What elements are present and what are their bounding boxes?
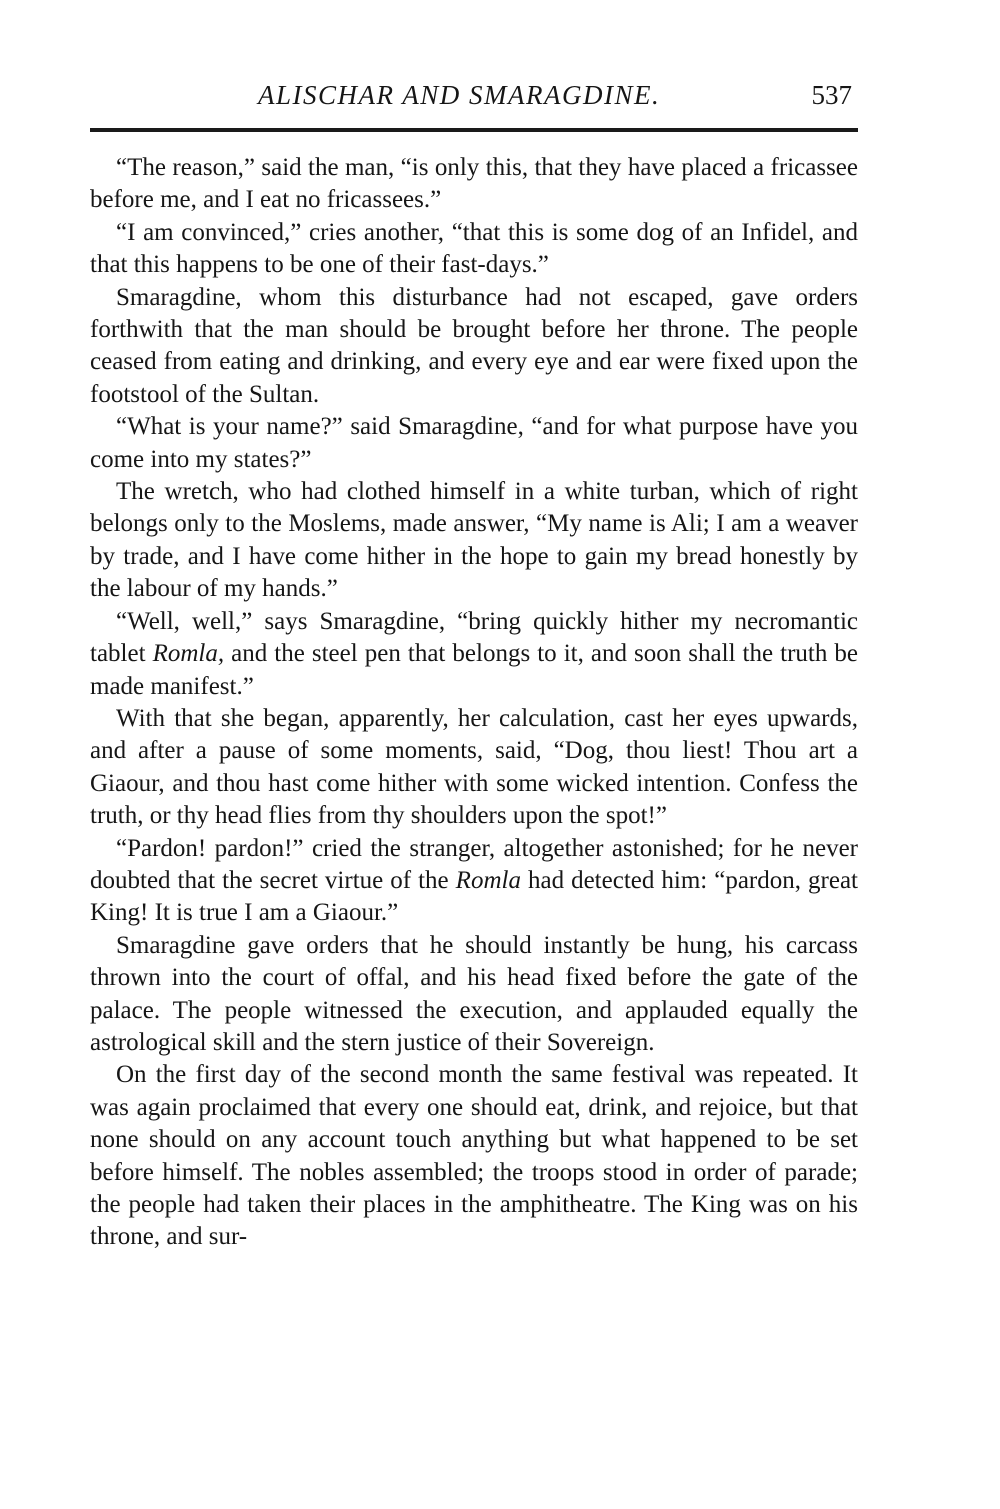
italic-text: Romla bbox=[455, 866, 521, 894]
text-run: “The reason,” said the man, “is only this, that they have placed a fricassee before me, and I eat no fricassees.” bbox=[90, 154, 858, 214]
paragraph bbox=[90, 411, 858, 476]
text-run: The wretch, who had clothed himself in a white turban, which of right belongs only to the Moslems, made answer, “My name is Ali; I am a weaver by trade, and I have come hither in the hope to gain my bread honestly by the labour of my hands.” bbox=[90, 478, 858, 603]
paragraph bbox=[90, 930, 858, 1060]
paragraph bbox=[90, 152, 858, 217]
paragraph bbox=[90, 703, 858, 833]
text-run: “Pardon! pardon!” cried the stranger, altogether astonished; for he never doubted that the secret virtue of the bbox=[90, 834, 858, 894]
text-run: “What is your name?” said Smaragdine, “and for what purpose have you come into my states?” bbox=[90, 413, 858, 473]
text-run: “Well, well,” says Smaragdine, “bring quickly hither my necromantic tablet bbox=[90, 607, 858, 668]
paragraph bbox=[90, 606, 858, 703]
paragraph bbox=[90, 282, 858, 412]
header-rule bbox=[90, 128, 858, 132]
text-run: “I am convinced,” cries another, “that this is some dog of an Infidel, and that this happens to be one of their fast-days.” bbox=[90, 218, 858, 279]
running-title: ALISCHAR AND SMARAGDINE. bbox=[258, 80, 661, 110]
paragraph bbox=[90, 1059, 858, 1253]
paragraph bbox=[90, 217, 858, 282]
italic-text: Romla, bbox=[152, 640, 225, 668]
page-number: 537 bbox=[811, 80, 852, 110]
paragraph bbox=[90, 833, 858, 930]
text-run: had detected him: “pardon, great King! It is true I am a Giaour.” bbox=[90, 866, 858, 927]
text-run: With that she began, apparently, her calculation, cast her eyes upwards, and after a pause of some moments, said, “Dog, thou liest! Thou art a Giaour, and thou hast come hither with some wicked intention. Confess the truth, or thy head flies from thy shoulders upon the spot!” bbox=[90, 704, 858, 830]
page-header bbox=[90, 80, 858, 120]
text-run: and the steel pen that belongs to it, and soon shall the truth be made manifest.” bbox=[90, 640, 858, 700]
text-run: Smaragdine gave orders that he should instantly be hung, his carcass thrown into the court of offal, and his head fixed before the gate of the palace. The people witnessed the execution, and applauded equally the astrological skill and the stern justice of their Sovereign. bbox=[90, 931, 858, 1056]
text-run: Smaragdine, whom this disturbance had not escaped, gave orders forthwith that the man should be brought before her throne. The people ceased from eating and drinking, and every eye and ear were fixed upon the footstool of the Sultan. bbox=[90, 283, 858, 408]
paragraph bbox=[90, 476, 858, 606]
text-run: On the first day of the second month the same festival was repeated. It was again proclaimed that every one should eat, drink, and rejoice, but that none should on any account touch anything but what happened to be set before himself. The nobles assembled; the troops stood in order of parade; the people had taken their places in the amphitheatre. The King was on his throne, and sur- bbox=[90, 1061, 858, 1251]
body-text bbox=[90, 152, 858, 1254]
